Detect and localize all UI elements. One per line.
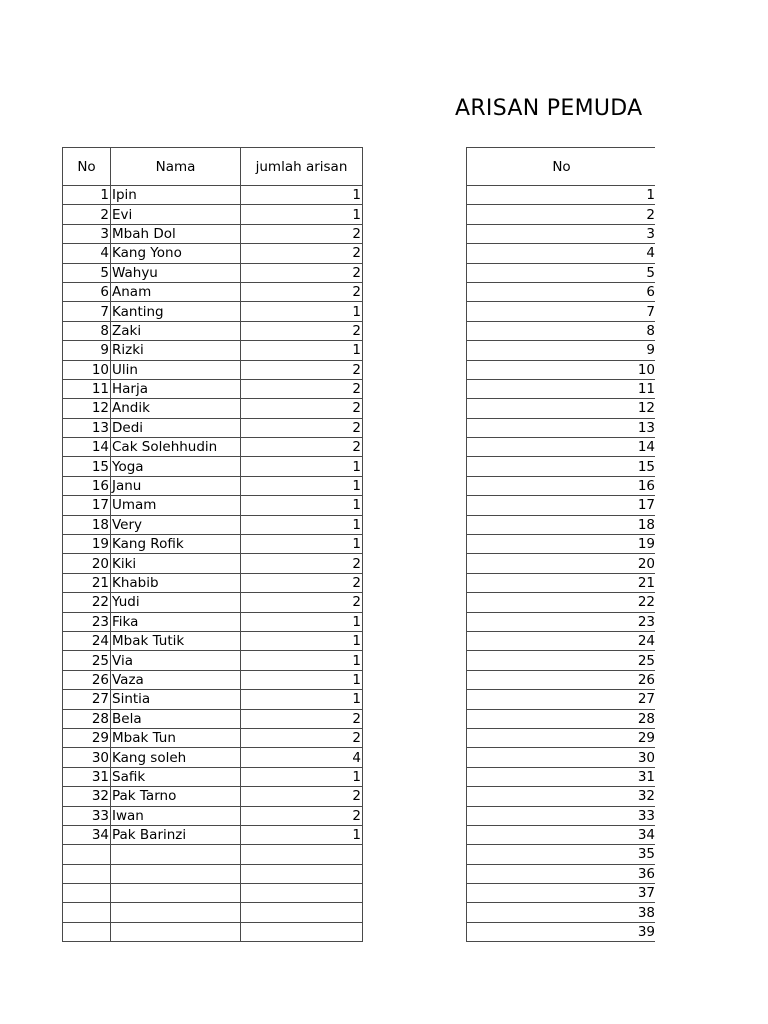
table-row	[467, 282, 657, 301]
cell-no[interactable]: 11	[63, 379, 111, 398]
cell-no[interactable]	[63, 922, 111, 941]
cell-no[interactable]: 30	[63, 748, 111, 767]
table-row	[63, 379, 363, 398]
table-row	[467, 186, 657, 205]
table-row	[63, 263, 363, 282]
cell-jumlah[interactable]: 2	[241, 593, 363, 612]
cell-no[interactable]	[63, 845, 111, 864]
cell-no[interactable]: 29	[63, 728, 111, 747]
cell-jumlah[interactable]: 1	[241, 670, 363, 689]
cell-no[interactable]: 7	[63, 302, 111, 321]
table-row	[63, 709, 363, 728]
cell-no[interactable]: 15	[63, 457, 111, 476]
table-row	[467, 573, 657, 592]
cell-no[interactable]: 5	[467, 263, 657, 282]
table-row	[63, 476, 363, 495]
cell-nama[interactable]: Sintia	[111, 690, 241, 709]
cell-no[interactable]: 19	[63, 535, 111, 554]
cell-nama[interactable]	[111, 903, 241, 922]
cell-nama[interactable]: Andik	[111, 399, 241, 418]
table-row	[63, 573, 363, 592]
cell-no[interactable]: 36	[467, 864, 657, 883]
cell-nama[interactable]: Wahyu	[111, 263, 241, 282]
table-row	[63, 457, 363, 476]
table-row	[63, 186, 363, 205]
cell-no[interactable]: 34	[63, 825, 111, 844]
cell-no[interactable]: 39	[467, 922, 657, 941]
cell-nama[interactable]: Iwan	[111, 806, 241, 825]
table-row	[63, 806, 363, 825]
table-row	[467, 767, 657, 786]
table-row	[63, 418, 363, 437]
cell-no[interactable]: 21	[63, 573, 111, 592]
cell-nama[interactable]: Zaki	[111, 321, 241, 340]
cell-jumlah[interactable]: 1	[241, 515, 363, 534]
cell-no[interactable]: 13	[63, 418, 111, 437]
cell-nama[interactable]: Ipin	[111, 186, 241, 205]
cell-nama[interactable]: Evi	[111, 205, 241, 224]
cell-no[interactable]: 25	[467, 651, 657, 670]
table-row	[63, 399, 363, 418]
cell-jumlah[interactable]: 1	[241, 341, 363, 360]
cell-no[interactable]: 8	[467, 321, 657, 340]
table-row	[63, 631, 363, 650]
cell-no[interactable]: 25	[63, 651, 111, 670]
cell-jumlah[interactable]: 1	[241, 476, 363, 495]
table-row	[63, 438, 363, 457]
table-row	[467, 922, 657, 941]
cell-nama[interactable]: Mbak Tun	[111, 728, 241, 747]
cell-no[interactable]: 27	[63, 690, 111, 709]
table-row	[467, 825, 657, 844]
table-row	[467, 612, 657, 631]
table-row	[467, 321, 657, 340]
header-nama[interactable]: Nama	[111, 148, 241, 186]
table-row	[63, 205, 363, 224]
cell-jumlah[interactable]: 2	[241, 709, 363, 728]
table-row	[63, 302, 363, 321]
table-row	[63, 690, 363, 709]
header-no[interactable]: No	[467, 148, 657, 186]
cell-no[interactable]: 18	[63, 515, 111, 534]
header-row	[467, 148, 657, 186]
cell-nama[interactable]: Kang Rofik	[111, 535, 241, 554]
cell-no[interactable]: 26	[467, 670, 657, 689]
table-row	[63, 360, 363, 379]
table-row	[467, 690, 657, 709]
table-row	[467, 205, 657, 224]
table-row	[467, 244, 657, 263]
cell-jumlah[interactable]: 2	[241, 573, 363, 592]
cell-nama[interactable]: Ulin	[111, 360, 241, 379]
table-row	[467, 554, 657, 573]
cell-jumlah[interactable]	[241, 884, 363, 903]
cell-no[interactable]: 29	[467, 728, 657, 747]
cell-no[interactable]: 2	[467, 205, 657, 224]
cell-no[interactable]: 12	[467, 399, 657, 418]
table-row	[63, 554, 363, 573]
cell-no[interactable]: 32	[63, 787, 111, 806]
cell-nama[interactable]: Bela	[111, 709, 241, 728]
table-row	[63, 496, 363, 515]
cell-nama[interactable]	[111, 922, 241, 941]
cell-no[interactable]: 12	[63, 399, 111, 418]
cell-no[interactable]: 22	[63, 593, 111, 612]
arisan-numbers-table	[466, 147, 657, 942]
viewport-edge	[655, 140, 768, 960]
cell-no[interactable]: 2	[63, 205, 111, 224]
cell-jumlah[interactable]: 1	[241, 302, 363, 321]
cell-jumlah[interactable]	[241, 903, 363, 922]
cell-nama[interactable]: Kang Yono	[111, 244, 241, 263]
table-row	[63, 515, 363, 534]
cell-nama[interactable]: Kanting	[111, 302, 241, 321]
cell-no[interactable]: 9	[467, 341, 657, 360]
table-row	[63, 845, 363, 864]
table-row	[467, 709, 657, 728]
table-row	[467, 535, 657, 554]
cell-nama[interactable]: Umam	[111, 496, 241, 515]
cell-no[interactable]: 28	[63, 709, 111, 728]
cell-nama[interactable]: Very	[111, 515, 241, 534]
cell-nama[interactable]: Kang soleh	[111, 748, 241, 767]
table-row	[467, 593, 657, 612]
table-row	[467, 903, 657, 922]
cell-jumlah[interactable]: 2	[241, 806, 363, 825]
cell-jumlah[interactable]: 2	[241, 321, 363, 340]
cell-nama[interactable]: Janu	[111, 476, 241, 495]
cell-nama[interactable]: Yudi	[111, 593, 241, 612]
cell-no[interactable]: 3	[63, 224, 111, 243]
cell-no[interactable]: 19	[467, 535, 657, 554]
cell-no[interactable]: 21	[467, 573, 657, 592]
table-row	[63, 787, 363, 806]
cell-jumlah[interactable]: 2	[241, 418, 363, 437]
table-row	[467, 224, 657, 243]
cell-no[interactable]: 37	[467, 884, 657, 903]
cell-no[interactable]: 27	[467, 690, 657, 709]
table-row	[467, 884, 657, 903]
cell-no[interactable]	[63, 903, 111, 922]
cell-nama[interactable]: Pak Tarno	[111, 787, 241, 806]
table-row	[63, 884, 363, 903]
cell-jumlah[interactable]: 2	[241, 263, 363, 282]
cell-jumlah[interactable]: 2	[241, 438, 363, 457]
cell-jumlah[interactable]: 2	[241, 554, 363, 573]
cell-nama[interactable]: Vaza	[111, 670, 241, 689]
cell-no[interactable]: 24	[467, 631, 657, 650]
header-no[interactable]: No	[63, 148, 111, 186]
cell-no[interactable]: 28	[467, 709, 657, 728]
cell-nama[interactable]	[111, 864, 241, 883]
cell-nama[interactable]: Harja	[111, 379, 241, 398]
cell-jumlah[interactable]: 1	[241, 631, 363, 650]
cell-no[interactable]: 14	[467, 438, 657, 457]
table-row	[467, 418, 657, 437]
table-row	[63, 825, 363, 844]
cell-no[interactable]: 20	[467, 554, 657, 573]
cell-nama[interactable]: Safik	[111, 767, 241, 786]
cell-jumlah[interactable]: 1	[241, 612, 363, 631]
table-row	[467, 399, 657, 418]
table-row	[467, 457, 657, 476]
cell-nama[interactable]: Fika	[111, 612, 241, 631]
cell-jumlah[interactable]: 1	[241, 205, 363, 224]
cell-jumlah[interactable]	[241, 845, 363, 864]
table-row	[63, 282, 363, 301]
table-row	[63, 224, 363, 243]
cell-no[interactable]: 32	[467, 787, 657, 806]
cell-no[interactable]: 1	[467, 186, 657, 205]
table-row	[467, 515, 657, 534]
cell-nama[interactable]: Rizki	[111, 341, 241, 360]
table-row	[467, 341, 657, 360]
cell-no[interactable]: 16	[63, 476, 111, 495]
cell-no[interactable]	[63, 884, 111, 903]
cell-jumlah[interactable]: 2	[241, 244, 363, 263]
cell-jumlah[interactable]: 1	[241, 767, 363, 786]
cell-no[interactable]: 17	[63, 496, 111, 515]
cell-no[interactable]: 23	[63, 612, 111, 631]
cell-no[interactable]: 4	[63, 244, 111, 263]
cell-nama[interactable]: Anam	[111, 282, 241, 301]
cell-no[interactable]: 33	[63, 806, 111, 825]
cell-nama[interactable]: Yoga	[111, 457, 241, 476]
cell-no[interactable]: 6	[467, 282, 657, 301]
cell-no[interactable]: 38	[467, 903, 657, 922]
table-row	[63, 535, 363, 554]
cell-no[interactable]: 13	[467, 418, 657, 437]
table-row	[63, 767, 363, 786]
cell-no[interactable]: 23	[467, 612, 657, 631]
cell-no[interactable]: 17	[467, 496, 657, 515]
header-row	[63, 148, 363, 186]
cell-nama[interactable]: Khabib	[111, 573, 241, 592]
cell-no[interactable]: 7	[467, 302, 657, 321]
cell-no[interactable]: 24	[63, 631, 111, 650]
table-row	[63, 593, 363, 612]
cell-no[interactable]: 3	[467, 224, 657, 243]
table-row	[467, 302, 657, 321]
cell-jumlah[interactable]: 1	[241, 651, 363, 670]
cell-jumlah[interactable]: 2	[241, 379, 363, 398]
cell-jumlah[interactable]: 2	[241, 224, 363, 243]
cell-no[interactable]: 11	[467, 379, 657, 398]
cell-no[interactable]: 26	[63, 670, 111, 689]
table-row	[467, 787, 657, 806]
cell-no[interactable]: 10	[63, 360, 111, 379]
cell-no[interactable]: 8	[63, 321, 111, 340]
cell-no[interactable]: 5	[63, 263, 111, 282]
cell-jumlah[interactable]: 1	[241, 690, 363, 709]
table-row	[467, 864, 657, 883]
table-row	[467, 845, 657, 864]
table-row	[467, 806, 657, 825]
table-row	[63, 612, 363, 631]
table-row	[467, 748, 657, 767]
cell-no[interactable]: 4	[467, 244, 657, 263]
table-row	[63, 651, 363, 670]
cell-jumlah[interactable]: 2	[241, 360, 363, 379]
cell-nama[interactable]: Via	[111, 651, 241, 670]
cell-no[interactable]	[63, 864, 111, 883]
table-row	[63, 922, 363, 941]
cell-nama[interactable]: Mbah Dol	[111, 224, 241, 243]
table-row	[467, 360, 657, 379]
cell-nama[interactable]: Kiki	[111, 554, 241, 573]
table-row	[63, 244, 363, 263]
cell-jumlah[interactable]: 2	[241, 728, 363, 747]
cell-no[interactable]: 9	[63, 341, 111, 360]
cell-no[interactable]: 18	[467, 515, 657, 534]
cell-jumlah[interactable]: 2	[241, 787, 363, 806]
table-row	[63, 728, 363, 747]
cell-no[interactable]: 20	[63, 554, 111, 573]
table-row	[467, 379, 657, 398]
table-row	[63, 321, 363, 340]
table-row	[63, 670, 363, 689]
cell-nama[interactable]: Mbak Tutik	[111, 631, 241, 650]
cell-nama[interactable]: Dedi	[111, 418, 241, 437]
cell-no[interactable]: 10	[467, 360, 657, 379]
cell-no[interactable]: 33	[467, 806, 657, 825]
table-row	[63, 748, 363, 767]
cell-nama[interactable]: Cak Solehhudin	[111, 438, 241, 457]
cell-no[interactable]: 15	[467, 457, 657, 476]
cell-jumlah[interactable]: 1	[241, 496, 363, 515]
cell-jumlah[interactable]	[241, 864, 363, 883]
cell-jumlah[interactable]: 1	[241, 825, 363, 844]
cell-no[interactable]: 31	[467, 767, 657, 786]
cell-jumlah[interactable]: 4	[241, 748, 363, 767]
header-jumlah-arisan[interactable]: jumlah arisan	[241, 148, 363, 186]
cell-no[interactable]: 16	[467, 476, 657, 495]
cell-no[interactable]: 14	[63, 438, 111, 457]
table-row	[467, 438, 657, 457]
table-row	[467, 728, 657, 747]
table-row	[63, 864, 363, 883]
cell-no[interactable]: 6	[63, 282, 111, 301]
cell-jumlah[interactable]: 1	[241, 186, 363, 205]
cell-no[interactable]: 31	[63, 767, 111, 786]
cell-jumlah[interactable]: 2	[241, 399, 363, 418]
arisan-members-table	[62, 147, 363, 942]
cell-no[interactable]: 22	[467, 593, 657, 612]
cell-jumlah[interactable]	[241, 922, 363, 941]
cell-nama[interactable]: Pak Barinzi	[111, 825, 241, 844]
table-row	[63, 903, 363, 922]
cell-no[interactable]: 35	[467, 845, 657, 864]
table-row	[467, 670, 657, 689]
cell-no[interactable]: 1	[63, 186, 111, 205]
cell-no[interactable]: 34	[467, 825, 657, 844]
table-row	[467, 263, 657, 282]
cell-jumlah[interactable]: 1	[241, 457, 363, 476]
cell-nama[interactable]	[111, 884, 241, 903]
table-row	[467, 631, 657, 650]
table-row	[467, 476, 657, 495]
table-row	[63, 341, 363, 360]
sheet-title: ARISAN PEMUDA	[455, 96, 643, 121]
cell-jumlah[interactable]: 2	[241, 282, 363, 301]
cell-jumlah[interactable]: 1	[241, 535, 363, 554]
cell-no[interactable]: 30	[467, 748, 657, 767]
table-row	[467, 651, 657, 670]
table-row	[467, 496, 657, 515]
cell-nama[interactable]	[111, 845, 241, 864]
